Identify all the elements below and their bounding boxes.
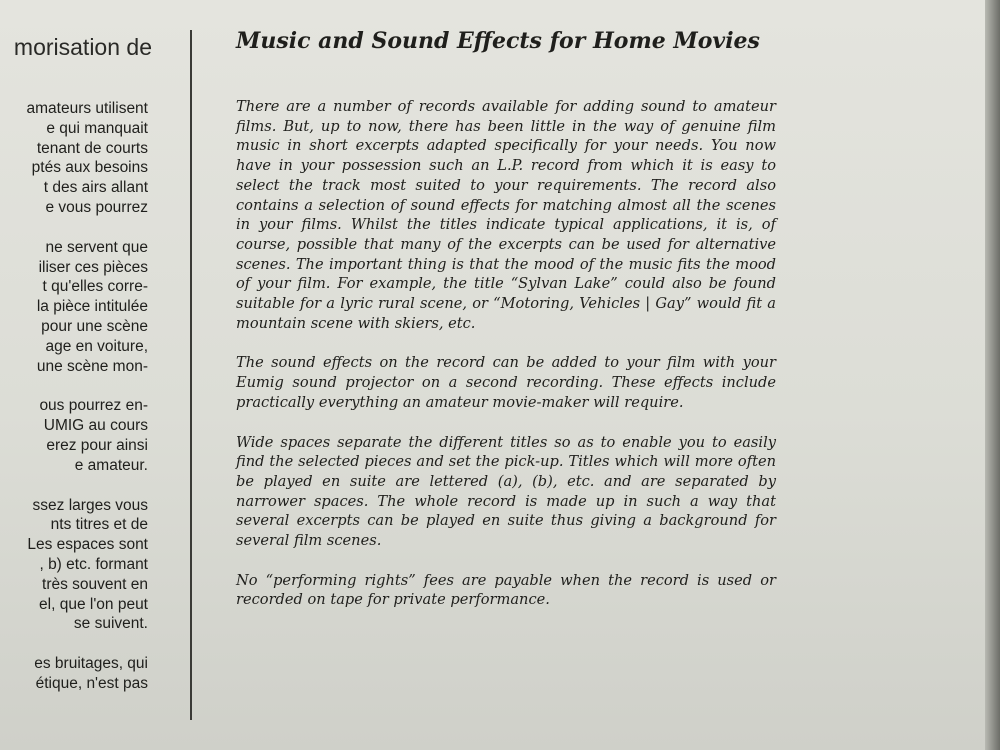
paragraph-gap bbox=[27, 476, 148, 496]
article-title: Music and Sound Effects for Home Movies bbox=[236, 28, 760, 54]
french-column-title: morisation de bbox=[13, 34, 152, 60]
french-text-line: très souvent en bbox=[42, 575, 148, 593]
french-text-line: la pièce intitulée bbox=[36, 298, 148, 316]
french-text-line: pour une scène bbox=[41, 317, 148, 335]
french-text-line: es bruitages, qui bbox=[34, 655, 148, 673]
sleeve-edge-shadow bbox=[985, 0, 1000, 750]
french-text-line: t qu'elles corre- bbox=[42, 278, 148, 296]
french-column-text bbox=[27, 99, 148, 694]
french-text-line: ous pourrez en- bbox=[39, 397, 148, 415]
article-paragraph: No “performing rights” fees are payable when the record is used or recorded on tape for private performance. bbox=[236, 571, 776, 609]
french-text-line: iliser ces pièces bbox=[38, 258, 148, 276]
french-text-line: tenant de courts bbox=[36, 139, 148, 157]
french-text-line: e qui manquait bbox=[46, 119, 148, 137]
french-text-line: t des airs allant bbox=[43, 179, 148, 197]
french-text-line: ssez larges vous bbox=[32, 496, 148, 514]
paragraph-gap bbox=[27, 376, 148, 396]
article-paragraph: Wide spaces separate the different titles so as to enable you to easily find the selected pieces and set the pick-up. Titles which will more often be played en suite are lettered (a), (b), etc. and are separated by narrower spaces. The whole record is made up in such a way that several excerpts can be played en suite thus giving a background for several film scenes. bbox=[236, 433, 776, 550]
article-paragraph: There are a number of records available for adding sound to amateur films. But, up to now, there has been little in the way of genuine film music in short excerpts adapted specifically for your needs. You now have in your possession such an L.P. record from which it is easy to select the track most suited to your requirements. The record also contains a selection of sound effects for matching almost all the scenes in your films. Whilst the titles indicate typical applications, it is, of course, possible that many of the excerpts can be used for alternative scenes. The important thing is that the mood of the music fits the mood of your film. For example, the title “Sylvan Lake” could also be found suitable for a lyric rural scene, or “Motoring, Vehicles | Gay” would fit a mountain scene with skiers, etc. bbox=[236, 98, 776, 332]
french-text-line: UMIG au cours bbox=[43, 417, 148, 435]
article-paragraph: The sound effects on the record can be added to your film with your Eumig sound projector on a second recording. These effects include practically everything an amateur movie-maker will require. bbox=[236, 354, 776, 411]
paragraph-gap bbox=[27, 218, 148, 238]
french-text-line: étique, n'est pas bbox=[35, 674, 148, 692]
french-text-line: , b) etc. formant bbox=[39, 555, 148, 573]
french-text-line: nts titres et de bbox=[50, 516, 148, 534]
paragraph-gap bbox=[27, 634, 148, 654]
french-text-line: e amateur. bbox=[74, 456, 148, 474]
french-text-line: amateurs utilisent bbox=[26, 100, 148, 117]
french-text-line: age en voiture, bbox=[45, 337, 148, 355]
french-text-line: une scène mon- bbox=[36, 357, 148, 375]
french-text-line: el, que l'on peut bbox=[39, 595, 148, 613]
french-text-line: erez pour ainsi bbox=[46, 436, 148, 454]
french-column bbox=[0, 0, 160, 750]
french-text-line: ptés aux besoins bbox=[31, 159, 148, 177]
column-divider bbox=[190, 30, 192, 720]
french-text-line: ne servent que bbox=[45, 238, 148, 256]
article-body bbox=[236, 97, 776, 630]
french-text-line: Les espaces sont bbox=[27, 536, 148, 554]
french-text-line: e vous pourrez bbox=[45, 198, 148, 216]
french-text-line: se suivent. bbox=[73, 615, 148, 633]
